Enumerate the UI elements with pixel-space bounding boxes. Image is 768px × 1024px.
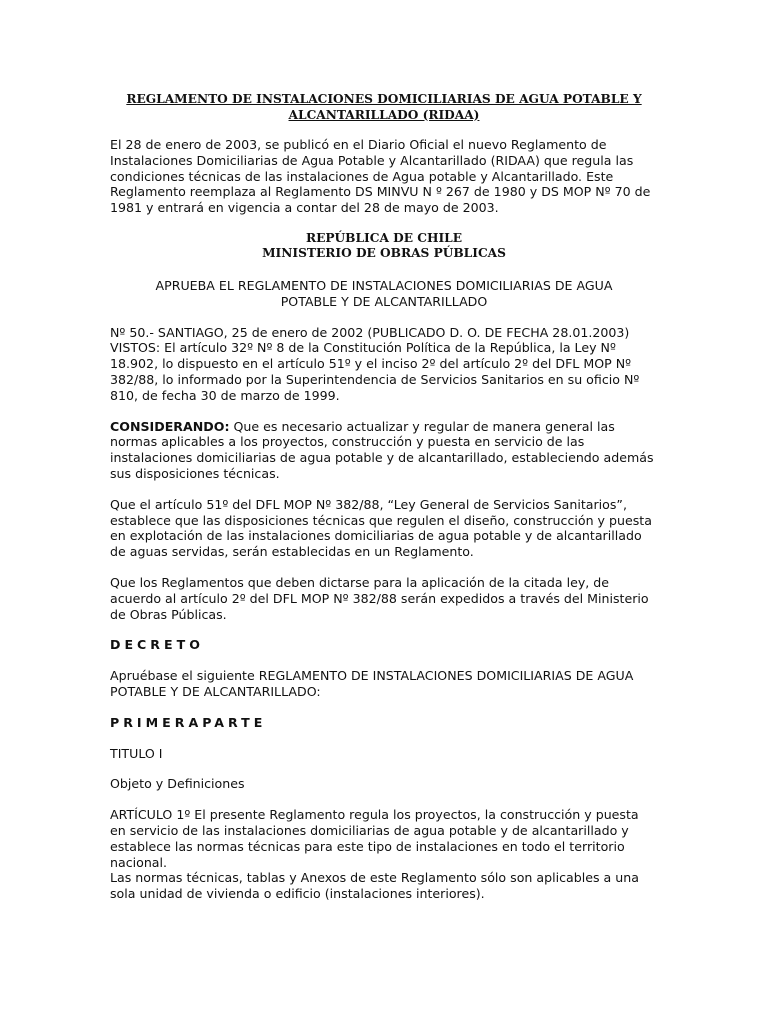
title-line-2: ALCANTARILLADO (RIDAA) [288, 107, 480, 122]
article-1-continuation: Las normas técnicas, tablas y Anexos de este Reglamento sólo son aplicables a una sola unidad de vivienda o edificio (instalaciones interiores). [110, 870, 639, 902]
approval-line-1: APRUEBA EL REGLAMENTO DE INSTALACIONES DOMICILIARIAS DE AGUA [155, 277, 613, 293]
considerando-paragraph [110, 419, 658, 482]
article-51-paragraph: Que el artículo 51º del DFL MOP Nº 382/88, “Ley General de Servicios Sanitarios”, establece que las disposiciones técnicas que regulen el diseño, construcción y puesta en explotación de las instalaciones domiciliarias de agua potable y de alcantarillado de aguas servidas, serán establecidas en un Reglamento. [110, 496, 652, 560]
parte-heading: PRIMERAPARTE [110, 714, 267, 730]
reglamentos-paragraph: Que los Reglamentos que deben dictarse para la aplicación de la citada ley, de acuerdo al artículo 2º del DFL MOP Nº 382/88 serán expedidos a través del Ministerio de Obras Públicas. [110, 574, 649, 622]
document-page [110, 92, 658, 917]
approval-heading [110, 278, 658, 310]
decreto-heading: DECRETO [110, 637, 204, 653]
approval-line-2: POTABLE Y DE ALCANTARILLADO [280, 293, 488, 309]
document-title [110, 92, 658, 123]
authority-heading [110, 231, 658, 262]
intro-paragraph: El 28 de enero de 2003, se publicó en el Diario Oficial el nuevo Reglamento de Instalaciones Domiciliarias de Agua Potable y Alcantarillado (RIDAA) que regula las condiciones técnicas de las instalaciones de Agua potable y Alcantarillado. Este Reglamento reemplaza al Reglamento DS MINVU N º 267 de 1980 y DS MOP Nº 70 de 1981 y entrará en vigencia a contar del 28 de mayo de 2003. [110, 137, 651, 216]
title-line-1: REGLAMENTO DE INSTALACIONES DOMICILIARIAS DE AGUA POTABLE Y [126, 92, 642, 106]
authority-line-1: REPÚBLICA DE CHILE [305, 230, 463, 245]
article-1-paragraph: ARTÍCULO 1º El presente Reglamento regula los proyectos, la construcción y puesta en servicio de las instalaciones domiciliarias de agua potable y de alcantarillado y establece las normas técnicas para este tipo de instalaciones en todo el territorio nacional. [110, 807, 639, 870]
apruebase-paragraph: Apruébase el siguiente REGLAMENTO DE INSTALACIONES DOMICILIARIAS DE AGUA POTABLE Y DE ALCANTARILLADO: [110, 668, 634, 699]
vistos-paragraph: Nº 50.- SANTIAGO, 25 de enero de 2002 (PUBLICADO D. O. DE FECHA 28.01.2003) VISTOS: El artículo 32º Nº 8 de la Constitución Política de la República, la Ley Nº 18.902, lo dispuesto en el artículo 51º y el inciso 2º del artículo 2º del DFL MOP Nº 382/88, lo informado por la Superintendencia de Servicios Sanitarios en su oficio Nº 810, de fecha 30 de marzo de 1999. [110, 324, 640, 403]
titulo-heading: TITULO I [110, 745, 163, 761]
authority-line-2: MINISTERIO DE OBRAS PÚBLICAS [262, 246, 506, 261]
titulo-subject: Objeto y Definiciones [110, 776, 245, 792]
considerando-label: CONSIDERANDO: [110, 418, 230, 434]
considerando-text: Que es necesario actualizar y regular de manera general las normas aplicables a los proyectos, construcción y puesta en servicio de las instalaciones domiciliarias de agua potable y de alcantarillado, estableciendo además sus disposiciones técnicas. [110, 418, 654, 481]
